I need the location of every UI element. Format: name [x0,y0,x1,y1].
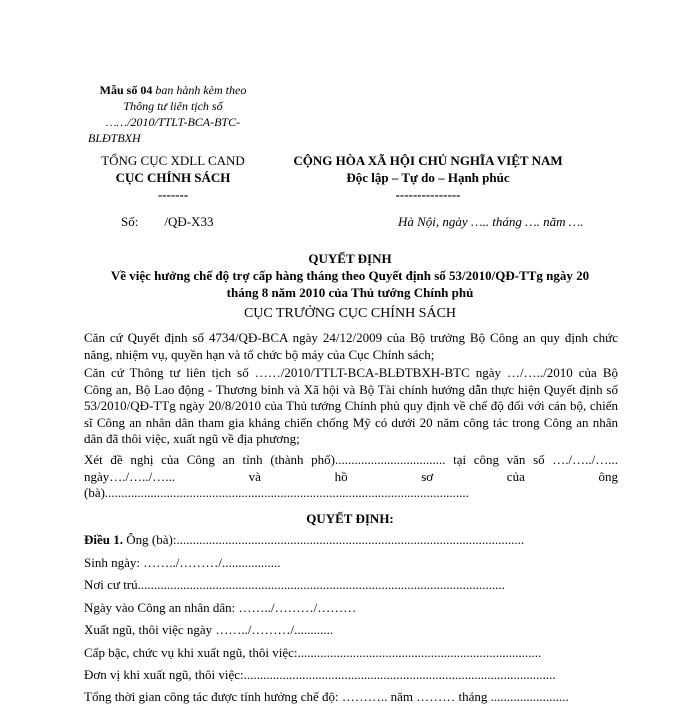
field-enlistment-date: Ngày vào Công an nhân dân: ……../………/……… [84,600,357,615]
document-subtitle-line1: Về việc hưởng chế độ trợ cấp hàng tháng theo Quyết định số 53/2010/QĐ-TTg ngày 20 [110,268,590,283]
basis-paragraph-2: Căn cứ Thông tư liên tịch số ……/2010/TTLT-BCA-BLĐTBXH-BTC ngày …/…../2010 của Bộ Công an, Bộ Lao động - Thương binh và Xã hội và Bộ Tài chính hướng dẫn thực hiện Quyết định số 53/2010/QĐ-TTg ngày 20/8/2010 của Thủ tướng Chính phủ quy định về chế độ đối với cán bộ, chiến sĩ Công an nhân dân tham gia kháng chiến chống Mỹ có dưới 20 năm công tác trong Công an nhân dân đã thôi việc, xuất ngũ về địa phương; [84,365,618,446]
issuing-agency: CỤC CHÍNH SÁCH [115,170,231,185]
form-number: Mẫu số 04 [99,83,153,97]
field-rank-position: Cấp bậc, chức vụ khi xuất ngũ, thôi việc:........................................................................... [84,645,542,660]
form-note-line3: ……/2010/TTLT-BCA-BTC- [105,115,241,129]
authority-title: CỤC TRƯỞNG CỤC CHÍNH SÁCH [243,306,457,321]
form-note [78,82,268,146]
field-full-name [84,532,524,548]
full-name-line: Ông (bà):........................................................................................................... [123,532,525,547]
motto-rule: --------------- [395,187,461,202]
field-total-service-time: Tổng thời gian công tác được tính hưởng chế độ: ……….. năm ……… tháng ........................ [84,689,569,704]
country-name: CỘNG HÒA XÃ HỘI CHỦ NGHĨA VIỆT NAM [293,153,563,168]
document-subtitle-line2: tháng 8 năm 2010 của Thủ tướng Chính phủ [226,285,474,300]
document-title: QUYẾT ĐỊNH [308,251,392,266]
document-number: Số: /QĐ-X33 [121,214,214,229]
form-note-line4: BLĐTBXH [88,131,141,145]
form-note-line2: Thông tư liên tịch số [123,99,223,113]
field-date-of-birth: Sinh ngày: ……../………/.................. [84,555,281,570]
national-motto: Độc lập – Tự do – Hạnh phúc [346,170,510,185]
decision-heading: QUYẾT ĐỊNH: [306,511,394,526]
field-discharge-date: Xuất ngũ, thôi việc ngày ……../………/............ [84,622,334,637]
parent-agency: TỔNG CỤC XDLL CAND [101,153,245,168]
national-header [268,152,588,203]
place-date: Hà Nội, ngày ….. tháng …. năm …. [398,214,584,229]
basis-paragraph-3: Xét đề nghị của Công an tỉnh (thành phố).................................. tại công văn số …./…../…... ngày…./…../…... và hồ sơ của ông (bà)................................................................................................................ [84,452,618,500]
field-residence: Nơi cư trú................................................................................................................. [84,577,505,592]
agency-header [88,152,258,203]
article-1-label: Điều 1. [84,532,123,547]
agency-rule: ------- [157,187,189,202]
form-note-line1: ban hành kèm theo [152,83,247,97]
basis-paragraph-1: Căn cứ Quyết định số 4734/QĐ-BCA ngày 24/12/2009 của Bộ trưởng Bộ Công an quy định chức năng, nhiệm vụ, quyền hạn và tổ chức bộ máy của Cục Chính sách; [84,330,618,362]
field-unit: Đơn vị khi xuất ngũ, thôi việc:................................................................................................ [84,667,556,682]
